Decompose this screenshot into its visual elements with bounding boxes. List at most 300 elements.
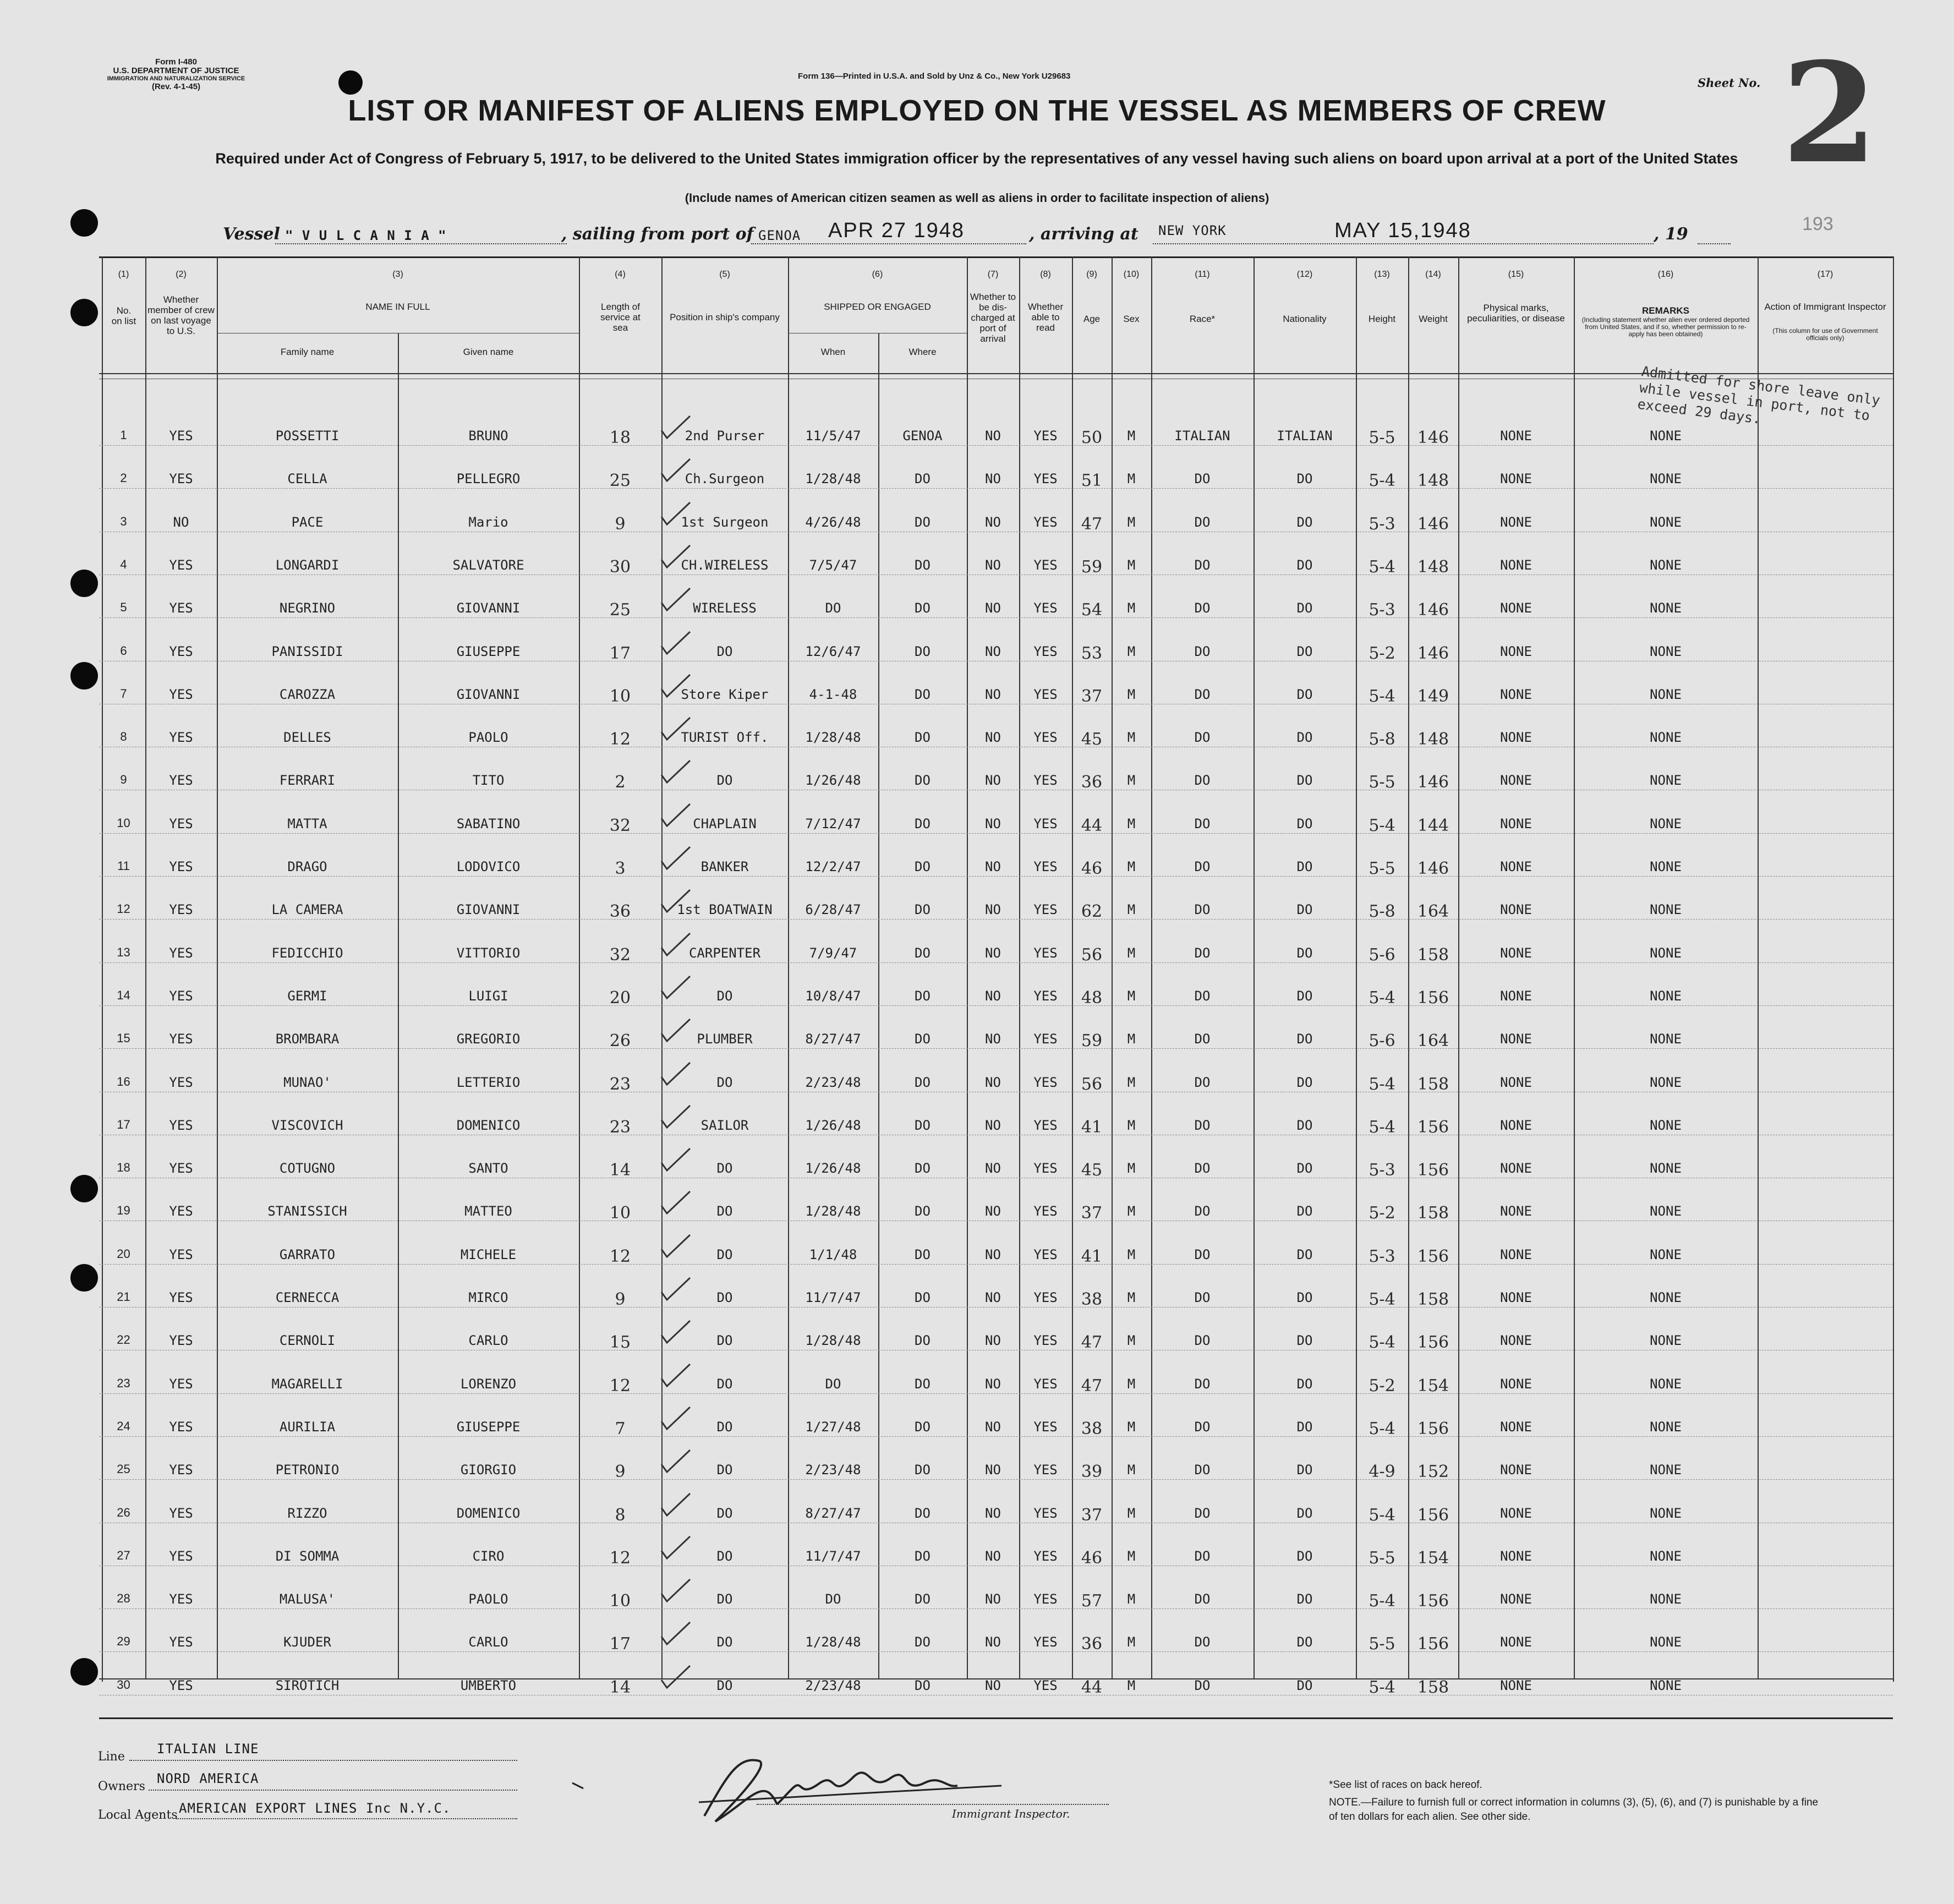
cell-nat: DO <box>1296 557 1313 573</box>
cell-sex: M <box>1127 1505 1136 1521</box>
cell-pos: CH.WIRELESS <box>681 557 769 573</box>
col-header-position: Position in ship's company <box>670 312 780 322</box>
cell-nat: DO <box>1296 1333 1313 1349</box>
service-name: IMMIGRATION AND NATURALIZATION SERVICE <box>107 75 245 82</box>
cell-nat: DO <box>1296 600 1313 616</box>
year-underline <box>1698 243 1731 244</box>
cell-read: YES <box>1033 514 1058 530</box>
cell-wt: 146 <box>1417 773 1449 792</box>
cell-last: YES <box>169 471 193 487</box>
col-num: (6) <box>872 270 883 279</box>
cell-sex: M <box>1127 1634 1136 1650</box>
cell-age: 41 <box>1081 1246 1103 1266</box>
cell-dis: NO <box>985 1677 1001 1693</box>
owners-underline <box>149 1790 517 1791</box>
cell-given: LODOVICO <box>456 859 521 874</box>
cell-pos: 2nd Purser <box>685 428 765 444</box>
cell-no: 29 <box>117 1634 130 1649</box>
table-row <box>99 619 1893 661</box>
cell-where: DO <box>915 1203 931 1219</box>
cell-nat: DO <box>1296 859 1313 874</box>
cell-age: 50 <box>1081 428 1103 447</box>
check-mark-icon <box>659 1318 692 1346</box>
cell-no: 20 <box>117 1246 130 1261</box>
col-header-weight: Weight <box>1419 314 1448 324</box>
cell-read: YES <box>1033 686 1058 702</box>
cell-where: DO <box>915 1290 931 1305</box>
check-mark-icon <box>659 1103 692 1131</box>
punch-hole <box>70 1658 98 1686</box>
check-mark-icon <box>659 457 692 484</box>
cell-marks: NONE <box>1500 1333 1532 1349</box>
cell-dis: NO <box>985 1634 1001 1650</box>
port-from-underline <box>751 243 1026 244</box>
cell-nat: DO <box>1296 1548 1313 1564</box>
cell-given: PELLEGRO <box>456 471 521 487</box>
cell-dis: NO <box>985 557 1001 573</box>
punch-hole <box>70 1175 98 1202</box>
cell-pos: CHAPLAIN <box>693 816 757 831</box>
cell-age: 36 <box>1081 773 1103 792</box>
check-mark-icon <box>659 543 692 571</box>
cell-rem: NONE <box>1650 1462 1682 1478</box>
check-mark-icon <box>659 974 692 1002</box>
cell-given: DOMENICO <box>456 1505 521 1521</box>
cell-nat: DO <box>1296 945 1313 961</box>
check-mark-icon <box>659 1448 692 1475</box>
col-header-name: NAME IN FULL <box>365 302 430 312</box>
cell-no: 5 <box>120 600 127 615</box>
cell-sex: M <box>1127 816 1136 831</box>
col-header-remarks-note: (Including statement whether alien ever ordered deported from United States, and if so, whether permission to re-apply has been obtained) <box>1581 316 1750 338</box>
cell-race: DO <box>1194 686 1211 702</box>
cell-sex: M <box>1127 859 1136 874</box>
cell-pos: DO <box>716 1333 733 1349</box>
check-mark-icon <box>659 1362 692 1389</box>
cell-family: PANISSIDI <box>271 643 343 659</box>
table-row <box>99 1480 1893 1523</box>
inspector-signature <box>561 1744 1090 1838</box>
cell-age: 59 <box>1081 557 1103 577</box>
cell-ht: 5-8 <box>1369 902 1395 922</box>
cell-given: CIRO <box>472 1548 505 1564</box>
cell-read: YES <box>1033 643 1058 659</box>
line-label: Line <box>98 1750 125 1764</box>
cell-when: 11/7/47 <box>805 1548 861 1564</box>
cell-age: 62 <box>1081 902 1103 922</box>
cell-rem: NONE <box>1650 514 1682 530</box>
table-row <box>99 1178 1893 1221</box>
cell-dis: NO <box>985 1548 1001 1564</box>
cell-nat: DO <box>1296 643 1313 659</box>
cell-where: DO <box>915 1117 931 1133</box>
cell-wt: 156 <box>1417 1246 1449 1266</box>
table-row <box>99 1437 1893 1480</box>
cell-no: 25 <box>117 1462 130 1476</box>
cell-when: 1/27/48 <box>805 1419 861 1435</box>
cell-where: DO <box>915 1634 931 1650</box>
cell-age: 57 <box>1081 1591 1103 1611</box>
cell-rem: NONE <box>1650 686 1682 702</box>
cell-age: 53 <box>1081 643 1103 663</box>
cell-ht: 5-5 <box>1369 428 1395 447</box>
cell-len: 20 <box>609 988 631 1008</box>
cell-wt: 164 <box>1417 902 1449 922</box>
cell-nat: DO <box>1296 988 1313 1004</box>
cell-when: 1/1/48 <box>809 1246 857 1262</box>
col-header-physical-marks: Physical marks, peculiarities, or disease <box>1467 303 1565 324</box>
col-num: (8) <box>1040 270 1051 279</box>
cell-marks: NONE <box>1500 1246 1532 1262</box>
cell-dis: NO <box>985 1117 1001 1133</box>
cell-dis: NO <box>985 859 1001 874</box>
table-row <box>99 1307 1893 1353</box>
cell-dis: NO <box>985 643 1001 659</box>
shore-leave-stamp: Admitted for shore leave only while vessel in port, not to exceed 29 days. <box>1636 363 1881 427</box>
check-mark-icon <box>659 1620 692 1648</box>
cell-rem: NONE <box>1650 859 1682 874</box>
cell-where: DO <box>915 1591 931 1607</box>
cell-race: DO <box>1194 1677 1211 1693</box>
cell-when: DO <box>825 600 841 616</box>
cell-family: VISCOVICH <box>271 1117 343 1133</box>
cell-nat: DO <box>1296 514 1313 530</box>
cell-len: 32 <box>609 945 631 965</box>
cell-sex: M <box>1127 686 1136 702</box>
cell-family: POSSETTI <box>275 428 340 444</box>
cell-read: YES <box>1033 1548 1058 1564</box>
cell-age: 56 <box>1081 1074 1103 1094</box>
printer-note: Form 136—Printed in U.S.A. and Sold by Unz & Co., New York U29683 <box>798 72 1071 81</box>
cell-given: GIUSEPPE <box>456 1419 521 1435</box>
col-num: (13) <box>1374 270 1390 279</box>
cell-age: 38 <box>1081 1419 1103 1438</box>
cell-dis: NO <box>985 428 1001 444</box>
cell-when: 6/28/47 <box>805 902 861 918</box>
cell-marks: NONE <box>1500 643 1532 659</box>
check-mark-icon <box>659 500 692 528</box>
cell-pos: DO <box>716 988 733 1004</box>
col-num: (5) <box>719 270 730 279</box>
cell-ht: 4-9 <box>1369 1462 1395 1482</box>
table-row <box>99 877 1893 920</box>
cell-last: YES <box>169 1548 193 1564</box>
cell-rem: NONE <box>1650 1117 1682 1133</box>
vessel-label: Vessel <box>223 225 280 244</box>
cell-sex: M <box>1127 1419 1136 1435</box>
cell-when: 11/7/47 <box>805 1290 861 1305</box>
cell-race: DO <box>1194 1505 1211 1521</box>
cell-sex: M <box>1127 514 1136 530</box>
col-header-discharged: Whether to be dis-charged at port of arrival <box>970 292 1016 344</box>
cell-sex: M <box>1127 988 1136 1004</box>
cell-no: 21 <box>117 1290 130 1304</box>
cell-nat: DO <box>1296 1376 1313 1392</box>
cell-wt: 156 <box>1417 1333 1449 1353</box>
cell-rem: NONE <box>1650 1161 1682 1177</box>
cell-sex: M <box>1127 902 1136 918</box>
punch-hole <box>70 662 98 690</box>
cell-family: DRAGO <box>287 859 327 874</box>
cell-sex: M <box>1127 1246 1136 1262</box>
owners-label: Owners <box>98 1780 145 1793</box>
cell-pos: DO <box>716 1203 733 1219</box>
cell-age: 39 <box>1081 1462 1103 1482</box>
cell-len: 10 <box>609 1591 631 1611</box>
cell-wt: 164 <box>1417 1031 1449 1051</box>
cell-nat: DO <box>1296 1031 1313 1047</box>
cell-wt: 158 <box>1417 945 1449 965</box>
cell-where: DO <box>915 643 931 659</box>
cell-last: YES <box>169 1333 193 1349</box>
cell-race: DO <box>1194 471 1211 487</box>
cell-age: 36 <box>1081 1634 1103 1654</box>
cell-marks: NONE <box>1500 1074 1532 1090</box>
cell-where: DO <box>915 1505 931 1521</box>
cell-when: 11/5/47 <box>805 428 861 444</box>
check-mark-icon <box>659 802 692 829</box>
cell-rem: NONE <box>1650 773 1682 789</box>
cell-rem: NONE <box>1650 1591 1682 1607</box>
col-header-length-service: Length of service at sea <box>600 302 641 333</box>
cell-last: YES <box>169 428 193 444</box>
cell-no: 26 <box>117 1505 130 1519</box>
cell-nat: DO <box>1296 1634 1313 1650</box>
cell-len: 25 <box>609 471 631 491</box>
cell-race: DO <box>1194 1246 1211 1262</box>
cell-len: 14 <box>609 1677 631 1697</box>
cell-sex: M <box>1127 1290 1136 1305</box>
cell-last: YES <box>169 1203 193 1219</box>
cell-race: DO <box>1194 643 1211 659</box>
cell-rem: NONE <box>1650 1074 1682 1090</box>
col-header-family-name: Family name <box>280 347 335 357</box>
cell-wt: 146 <box>1417 514 1449 534</box>
col-num: (15) <box>1508 270 1524 279</box>
cell-read: YES <box>1033 600 1058 616</box>
check-mark-icon <box>659 1405 692 1432</box>
cell-pos: 1st Surgeon <box>681 514 769 530</box>
check-mark-icon <box>659 630 692 657</box>
cell-pos: DO <box>716 773 733 789</box>
cell-race: DO <box>1194 988 1211 1004</box>
cell-family: MALUSA' <box>279 1591 336 1607</box>
table-row <box>99 1609 1893 1652</box>
cell-nat: DO <box>1296 1677 1313 1693</box>
vessel-name: " V U L C A N I A " <box>285 228 447 243</box>
sailing-label: , sailing from port of <box>561 225 754 244</box>
cell-sex: M <box>1127 471 1136 487</box>
cell-where: DO <box>915 1246 931 1262</box>
cell-where: DO <box>915 859 931 874</box>
cell-nat: DO <box>1296 1161 1313 1177</box>
year-label: , 19 <box>1654 225 1688 244</box>
cell-given: PAOLO <box>468 730 508 746</box>
cell-age: 47 <box>1081 1333 1103 1353</box>
table-row <box>99 791 1893 834</box>
cell-dis: NO <box>985 514 1001 530</box>
cell-age: 51 <box>1081 471 1103 491</box>
cell-dis: NO <box>985 730 1001 746</box>
note-text: Failure to furnish full or correct information in columns (3), (5), (6), and (7) is punishable by a fine of ten dollars for each alien. See other side. <box>1329 1797 1819 1823</box>
cell-wt: 156 <box>1417 1634 1449 1654</box>
line-underline <box>129 1760 517 1761</box>
cell-rem: NONE <box>1650 902 1682 918</box>
cell-sex: M <box>1127 730 1136 746</box>
cell-family: DELLES <box>283 730 331 746</box>
cell-len: 25 <box>609 600 631 620</box>
cell-when: 4/26/48 <box>805 514 861 530</box>
cell-ht: 5-2 <box>1369 1203 1395 1223</box>
punch-hole <box>70 570 98 597</box>
cell-rem: NONE <box>1650 428 1682 444</box>
cell-read: YES <box>1033 1634 1058 1650</box>
cell-dis: NO <box>985 945 1001 961</box>
cell-given: GIOVANNI <box>456 902 521 918</box>
cell-where: DO <box>915 988 931 1004</box>
cell-pos: DO <box>716 1591 733 1607</box>
cell-marks: NONE <box>1500 730 1532 746</box>
cell-given: MATTEO <box>464 1203 512 1219</box>
cell-ht: 5-6 <box>1369 1031 1395 1051</box>
cell-sex: M <box>1127 1031 1136 1047</box>
cell-marks: NONE <box>1500 1462 1532 1478</box>
cell-last: YES <box>169 859 193 874</box>
cell-ht: 5-4 <box>1369 1074 1395 1094</box>
cell-family: MAGARELLI <box>271 1376 343 1392</box>
cell-when: 8/27/47 <box>805 1505 861 1521</box>
cell-when: 12/6/47 <box>805 643 861 659</box>
table-row <box>99 532 1893 575</box>
cell-age: 38 <box>1081 1290 1103 1309</box>
cell-age: 44 <box>1081 1677 1103 1697</box>
cell-no: 19 <box>117 1203 130 1218</box>
cell-marks: NONE <box>1500 773 1532 789</box>
table-row <box>99 661 1893 704</box>
cell-marks: NONE <box>1500 1161 1532 1177</box>
cell-nat: DO <box>1296 1074 1313 1090</box>
table-row <box>99 1006 1893 1049</box>
cell-ht: 5-6 <box>1369 945 1395 965</box>
cell-family: GERMI <box>287 988 327 1004</box>
cell-wt: 158 <box>1417 1290 1449 1309</box>
cell-last: YES <box>169 1074 193 1090</box>
cell-dis: NO <box>985 1203 1001 1219</box>
cell-sex: M <box>1127 1333 1136 1349</box>
cell-wt: 146 <box>1417 859 1449 878</box>
cell-family: FEDICCHIO <box>271 945 343 961</box>
cell-wt: 156 <box>1417 988 1449 1008</box>
cell-dis: NO <box>985 1376 1001 1392</box>
header-divider <box>99 373 1893 374</box>
table-row <box>99 446 1893 489</box>
cell-no: 28 <box>117 1591 130 1606</box>
cell-given: SALVATORE <box>452 557 524 573</box>
table-row <box>99 575 1893 618</box>
cell-read: YES <box>1033 1031 1058 1047</box>
cell-age: 47 <box>1081 514 1103 534</box>
cell-sex: M <box>1127 600 1136 616</box>
cell-family: RIZZO <box>287 1505 327 1521</box>
cell-race: DO <box>1194 1634 1211 1650</box>
check-mark-icon <box>659 758 692 786</box>
cell-pos: DO <box>716 1376 733 1392</box>
cell-rem: NONE <box>1650 1031 1682 1047</box>
cell-race: DO <box>1194 1462 1211 1478</box>
cell-ht: 5-8 <box>1369 730 1395 749</box>
cell-where: DO <box>915 1419 931 1435</box>
page-reference: 193 <box>1802 214 1833 234</box>
cell-age: 47 <box>1081 1376 1103 1396</box>
inspector-label: Immigrant Inspector. <box>952 1807 1070 1820</box>
cell-last: YES <box>169 1419 193 1435</box>
sheet-number: 2 <box>1782 32 1878 194</box>
cell-ht: 5-4 <box>1369 1290 1395 1309</box>
cell-wt: 158 <box>1417 1677 1449 1697</box>
cell-pos: BANKER <box>700 859 749 874</box>
cell-age: 41 <box>1081 1117 1103 1137</box>
cell-no: 23 <box>117 1376 130 1390</box>
right-margin-rule <box>1893 256 1894 1682</box>
col-header-inspector-note: (This column for use of Government officials only) <box>1772 327 1878 342</box>
cell-race: DO <box>1194 773 1211 789</box>
cell-no: 8 <box>120 730 127 744</box>
cell-no: 3 <box>120 514 127 528</box>
cell-read: YES <box>1033 730 1058 746</box>
col-num: (10) <box>1123 270 1140 279</box>
cell-pos: DO <box>716 1419 733 1435</box>
cell-family: MATTA <box>287 816 327 831</box>
table-row <box>99 963 1893 1006</box>
cell-pos: DO <box>716 1074 733 1090</box>
cell-sex: M <box>1127 643 1136 659</box>
cell-age: 37 <box>1081 1505 1103 1525</box>
cell-marks: NONE <box>1500 1290 1532 1305</box>
cell-age: 59 <box>1081 1031 1103 1051</box>
cell-given: VITTORIO <box>456 945 521 961</box>
cell-when: 7/9/47 <box>809 945 857 961</box>
cell-race: DO <box>1194 816 1211 831</box>
cell-pos: TURIST Off. <box>681 730 769 746</box>
cell-wt: 156 <box>1417 1117 1449 1137</box>
cell-ht: 5-4 <box>1369 1677 1395 1697</box>
col-num: (9) <box>1086 270 1097 279</box>
cell-sex: M <box>1127 1462 1136 1478</box>
cell-marks: NONE <box>1500 988 1532 1004</box>
cell-ht: 5-3 <box>1369 1161 1395 1180</box>
cell-marks: NONE <box>1500 557 1532 573</box>
include-note: (Include names of American citizen seamen as well as aliens in order to facilitate inspection of aliens) <box>685 191 1269 205</box>
cell-read: YES <box>1033 1591 1058 1607</box>
cell-family: CAROZZA <box>279 686 336 702</box>
cell-wt: 146 <box>1417 600 1449 620</box>
cell-given: TITO <box>472 773 505 789</box>
cell-last: YES <box>169 773 193 789</box>
cell-no: 9 <box>120 773 127 787</box>
table-row <box>99 704 1893 747</box>
cell-sex: M <box>1127 1117 1136 1133</box>
cell-where: DO <box>915 1548 931 1564</box>
cell-no: 11 <box>117 859 130 873</box>
col-num: (7) <box>987 270 999 279</box>
cell-last: YES <box>169 816 193 831</box>
cell-marks: NONE <box>1500 902 1532 918</box>
cell-pos: PLUMBER <box>697 1031 753 1047</box>
cell-read: YES <box>1033 1677 1058 1693</box>
cell-race: DO <box>1194 1074 1211 1090</box>
cell-nat: DO <box>1296 1419 1313 1435</box>
inspector-underline <box>757 1804 1109 1805</box>
